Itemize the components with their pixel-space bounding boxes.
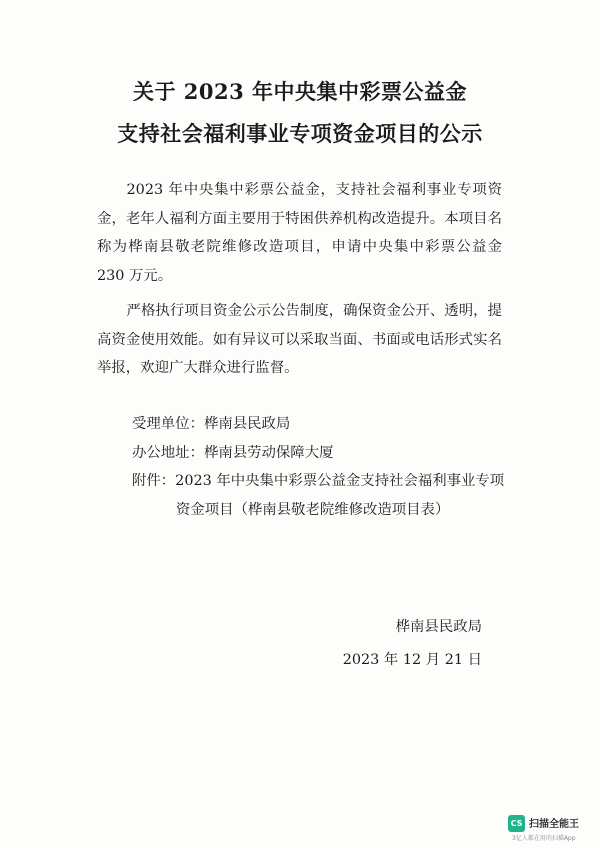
- contact-info: [132, 410, 512, 524]
- paragraph-announcement: 2023 年中央集中彩票公益金，支持社会福利事业专项资金，老年人福利方面主要用于特困供养机构改造提升。本项目名称为桦南县敬老院维修改造项目，申请中央集中彩票公益金 230 万元。: [97, 182, 502, 284]
- signature-date: 2023 年 12 月 21 日: [342, 652, 482, 668]
- office-address: 办公地址：桦南县劳动保障大厦: [132, 444, 334, 461]
- accept-unit: 受理单位：桦南县民政局: [132, 416, 291, 432]
- title-line-1: 关于 2023 年中央集中彩票公益金: [132, 79, 468, 104]
- paragraph-supervision: 严格执行项目资金公示公告制度，确保资金公开、透明，提高资金使用效能。如有异议可以采取当面、书面或电话形式实名举报，欢迎广大群众进行监督。: [97, 303, 502, 376]
- signature-org: 桦南县民政局: [395, 619, 482, 635]
- watermark-app-name: 扫描全能王: [529, 819, 579, 830]
- signature-block: [343, 611, 482, 677]
- watermark-tagline: 3亿人都在用的扫描App: [512, 835, 576, 842]
- title-line-2: 支持社会福利事业专项资金项目的公示: [117, 121, 483, 146]
- camscanner-logo-icon: CS: [508, 815, 525, 832]
- scanner-watermark: [508, 812, 594, 842]
- body-text: [97, 176, 502, 390]
- attachment-note: 附件：2023 年中央集中彩票公益金支持社会福利事业专项资金项目（桦南县敬老院维修改造项目表）: [132, 473, 505, 518]
